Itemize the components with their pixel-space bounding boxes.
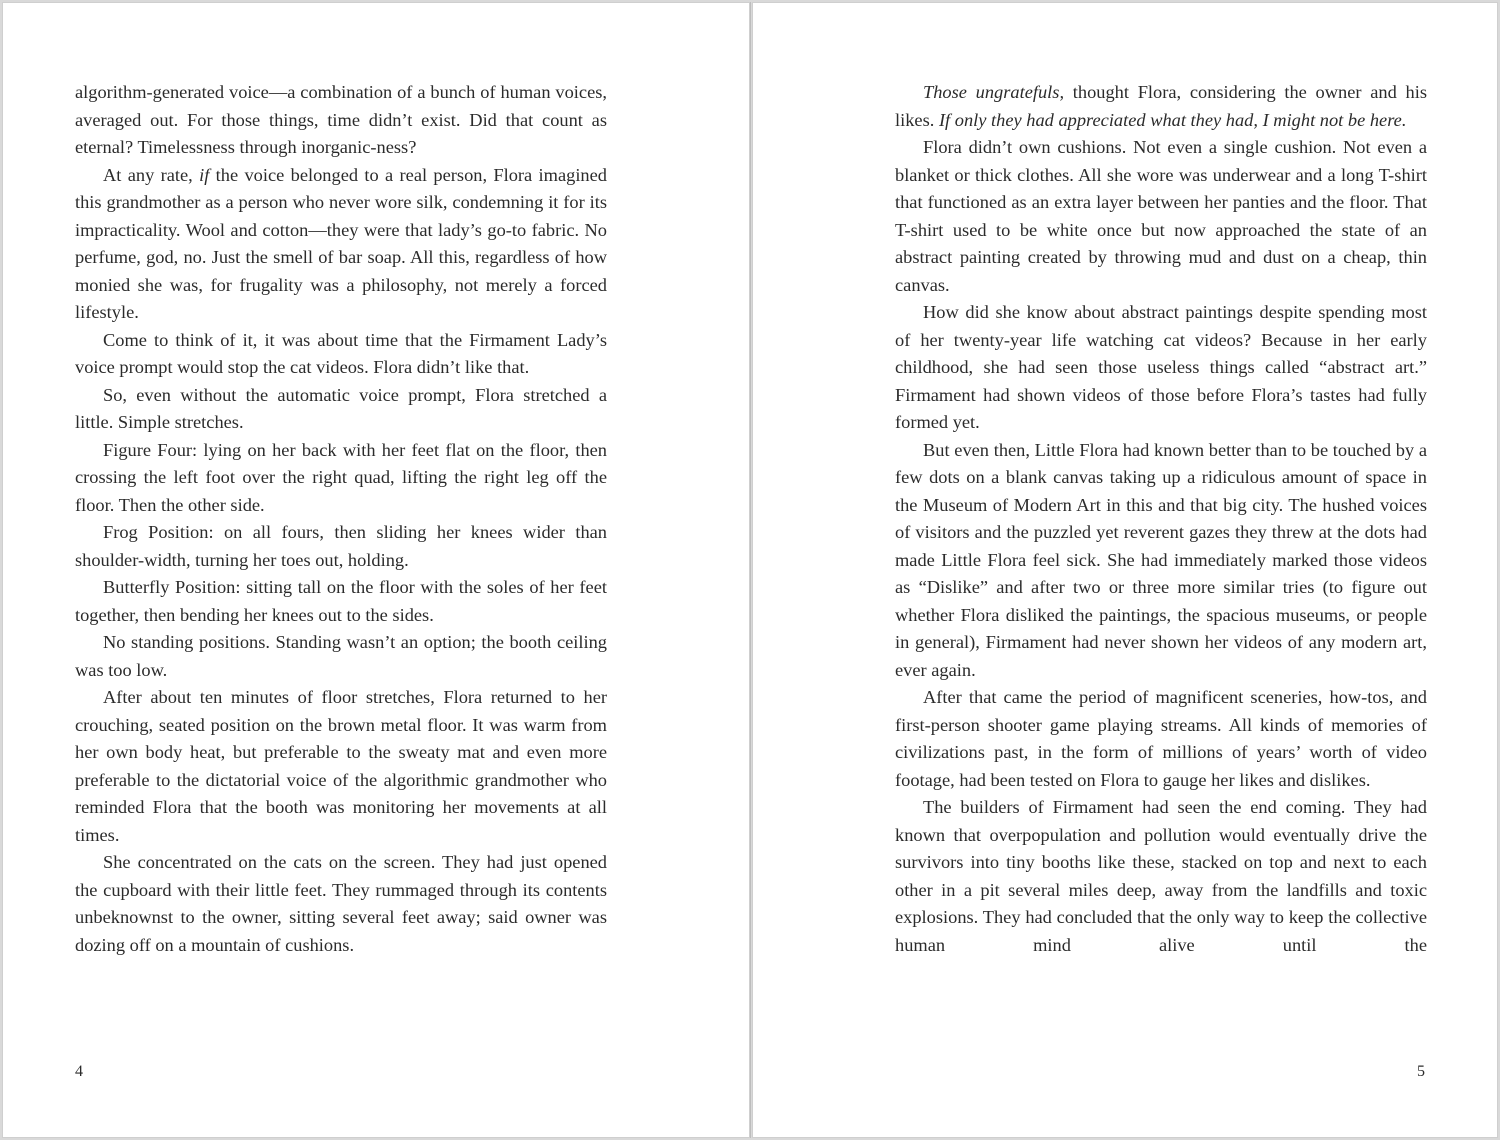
paragraph: Flora didn’t own cushions. Not even a single cushion. Not even a blanket or thick clothes. All she wore was underwear and a long T-shirt that functioned as an extra layer between her panties and the floor. That T-shirt used to be white once but now approached the state of an abstract painting created by throwing mud and dust on a cheap, thin canvas. — [895, 137, 1427, 295]
paragraph: After about ten minutes of floor stretches, Flora returned to her crouching, seated position on the brown metal floor. It was warm from her own body heat, but preferable to the sweaty mat and even more preferable to the dictatorial voice of the algorithmic grandmother who reminded Flora that the booth was monitoring her movements at all times. — [75, 687, 607, 845]
page-number: 4 — [75, 1063, 83, 1080]
left-page-body — [75, 79, 607, 959]
paragraph: Frog Position: on all fours, then sliding her knees wider than shoulder-width, turning her toes out, holding. — [75, 522, 607, 570]
paragraph: She concentrated on the cats on the screen. They had just opened the cupboard with their little feet. They rummaged through its contents unbeknownst to the owner, sitting several feet away; said owner was dozing off on a mountain of cushions. — [75, 852, 607, 955]
paragraph: After that came the period of magnificent sceneries, how-tos, and first-person shooter game playing streams. All kinds of memories of civilizations past, in the form of millions of years’ worth of video footage, had been tested on Flora to gauge her likes and dislikes. — [895, 687, 1427, 790]
page-number: 5 — [1417, 1063, 1425, 1080]
paragraph: But even then, Little Flora had known better than to be touched by a few dots on a blank canvas taking up a ridiculous amount of space in the Museum of Modern Art in this and that big city. The hushed voices of visitors and the puzzled yet reverent gazes they threw at the dots had made Little Flora feel sick. She had immediately marked those videos as “Dislike” and after two or three more similar tries (to figure out whether Flora disliked the paintings, the spacious museums, or people in general), Firmament had never shown her videos of any modern art, ever again. — [895, 439, 1427, 680]
left-page — [2, 2, 750, 1138]
paragraph: The builders of Firmament had seen the end coming. They had known that overpopulation and pollution would eventually drive the survivors into tiny booths like these, stacked on top and next to each other in a pit several miles deep, away from the landfills and toxic explosions. They had concluded that the only way to keep the collective human mind alive until the — [895, 797, 1427, 955]
right-page-body — [895, 79, 1427, 959]
paragraph: At any rate, if the voice belonged to a real person, Flora imagined this grandmother as a person who never wore silk, condemning it for its impracticality. Wool and cotton—they were that lady’s go-to fabric. No perfume, god, no. Just the smell of bar soap. All this, regardless of how monied she was, for frugality was a philosophy, not merely a forced lifestyle. — [75, 164, 607, 322]
page-gutter — [750, 2, 751, 1138]
paragraph: So, even without the automatic voice prompt, Flora stretched a little. Simple stretches. — [75, 384, 607, 432]
italic-text: If only they had appreciated what they had, I might not be here. — [938, 109, 1407, 130]
paragraph: How did she know about abstract paintings despite spending most of her twenty-year life watching cat videos? Because in her early childhood, she had seen those useless things called “abstract art.” Firmament had shown videos of those before Flora’s tastes had fully formed yet. — [895, 302, 1427, 432]
paragraph: algorithm-generated voice—a combination of a bunch of human voices, averaged out. For those things, time didn’t exist. Did that count as eternal? Timelessness through inorganic-ness? — [75, 82, 607, 157]
paragraph: No standing positions. Standing wasn’t an option; the booth ceiling was too low. — [75, 632, 607, 680]
paragraph: Butterfly Position: sitting tall on the floor with the soles of her feet together, then bending her knees out to the sides. — [75, 577, 607, 625]
right-page — [752, 2, 1498, 1138]
paragraph: Those ungratefuls, thought Flora, considering the owner and his likes. If only they had appreciated what they had, I might not be here. — [895, 82, 1427, 130]
italic-text: Those ungratefuls, — [923, 82, 1065, 102]
paragraph: Figure Four: lying on her back with her feet flat on the floor, then crossing the left foot over the right quad, lifting the right leg off the floor. Then the other side. — [75, 439, 607, 515]
paragraph: Come to think of it, it was about time that the Firmament Lady’s voice prompt would stop the cat videos. Flora didn’t like that. — [75, 329, 607, 377]
italic-text: if — [199, 164, 210, 185]
